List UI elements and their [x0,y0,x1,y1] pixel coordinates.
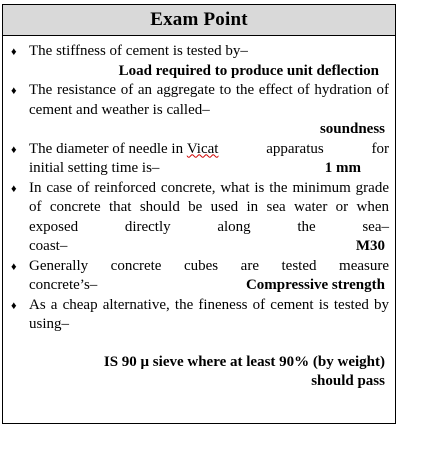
item-body [29,179,389,257]
vicat-word: Vicat [186,140,219,157]
question-text: Generally concrete cubes are tested measure [29,257,389,274]
answer-text: Compressive strength [245,277,385,293]
diamond-bullet-icon: ♦ [11,260,17,273]
question-answer-line [29,276,389,296]
list-item [9,140,389,179]
question-segment: The diameter of needle in [29,140,187,157]
question-text: The resistance of an aggregate to the effect of hydration of cement and weather is called– [29,82,389,118]
diamond-bullet-icon: ♦ [11,143,17,156]
item-body [29,140,389,179]
diamond-bullet-icon: ♦ [11,46,17,58]
answer-text: Load required to produce unit deflection [118,62,379,79]
diamond-bullet-icon: ♦ [11,85,17,97]
list-item [9,257,389,296]
answer-text: IS 90 μ sieve where at least 90% (by weight) [103,353,385,370]
question-text: initial setting time is– [29,160,160,176]
question-text: concrete’s– [29,277,98,293]
answer-text-continued: should pass [311,373,385,389]
question-text: coast– [29,238,68,254]
item-body [29,257,389,296]
question-text: In case of reinforced concrete, what is the minimum grade of concrete that should be used in sea water or when exposed directly along the sea– [29,179,389,235]
list-item [9,81,389,140]
diamond-bullet-icon: ♦ [11,182,17,195]
question-segment: apparatus for [218,140,389,157]
list-item [9,42,389,81]
exam-point-box [2,4,396,424]
item-body [29,296,389,392]
question-text: As a cheap alternative, the fineness of cement is tested by using– [29,296,389,332]
box-title: Exam Point [150,9,248,30]
question-text: The stiffness of cement is tested by– [29,43,248,59]
item-body [29,81,389,140]
question-answer-line [29,237,389,257]
item-body [29,42,389,81]
list-item [9,296,389,392]
question-text [29,140,389,160]
question-list [3,36,395,392]
spacer [29,335,389,353]
box-header [3,5,395,36]
answer-text: soundness [319,121,385,137]
answer-text: M30 [355,238,385,254]
question-answer-line [29,159,389,179]
list-item [9,179,389,257]
answer-text: 1 mm [324,160,361,176]
diamond-bullet-icon: ♦ [11,299,17,312]
